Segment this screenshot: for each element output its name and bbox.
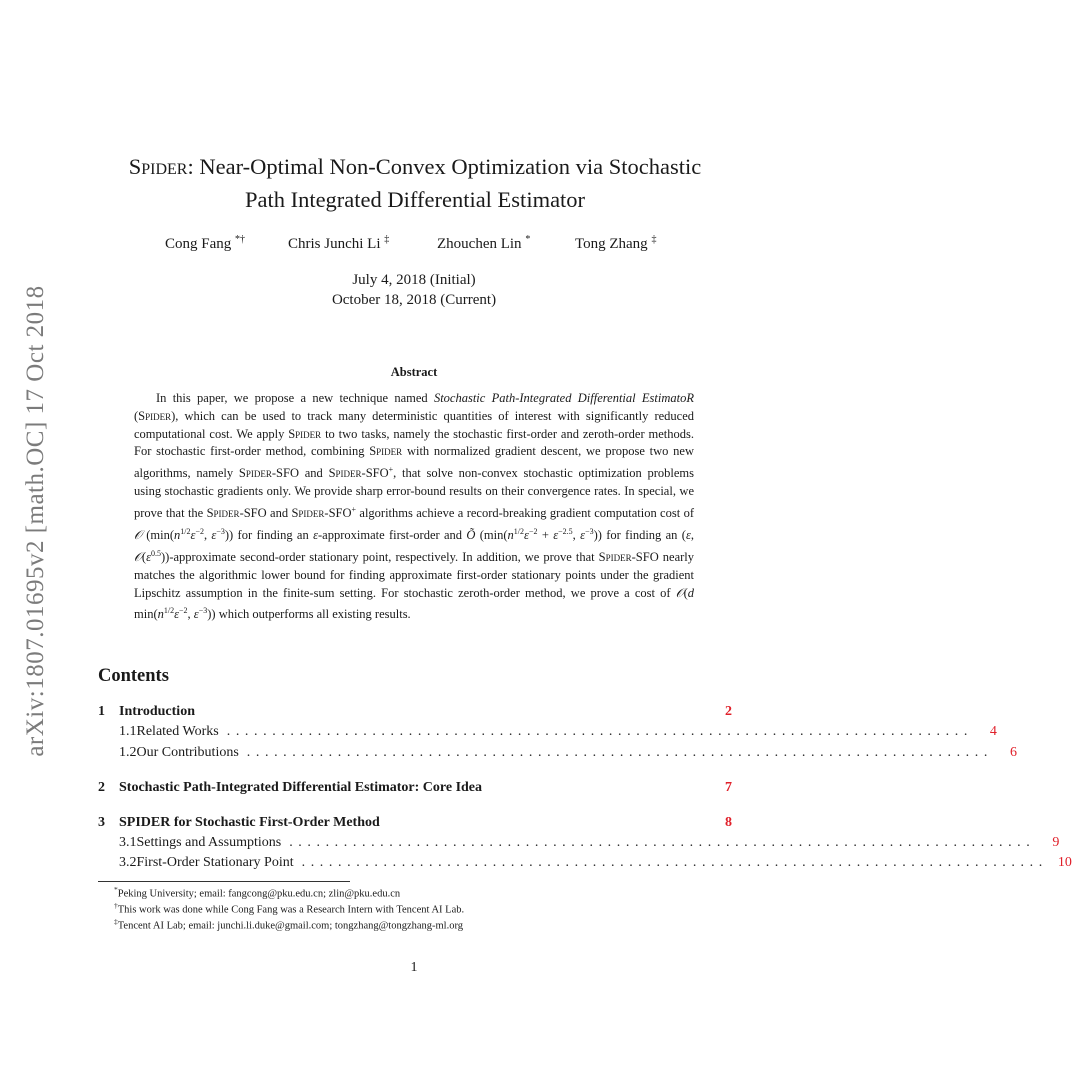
contents-heading: Contents (98, 666, 169, 686)
footnote (114, 885, 400, 900)
toc-entry[interactable] (98, 855, 1072, 875)
footnote-mark: * (114, 885, 118, 894)
toc-number: 1.1 (119, 724, 137, 739)
arxiv-stamp (16, 268, 56, 774)
paper-title-line-2: Path Integrated Differential Estimator (244, 187, 586, 212)
author (165, 234, 245, 253)
footnote-mark: † (114, 901, 118, 910)
page-number: 1 (410, 960, 418, 975)
footnote (114, 901, 464, 916)
author-affiliation-mark: * (525, 234, 531, 245)
footnote-text: This work was done while Cong Fang was a Research Intern with Tencent AI Lab. (117, 904, 465, 916)
footnote (114, 917, 463, 932)
toc-label: First-Order Stationary Point (136, 855, 294, 870)
toc-label: Introduction (119, 704, 195, 719)
toc-number: 1 (98, 704, 105, 719)
toc-page-link[interactable]: 7 (725, 780, 732, 795)
author-name: Cong Fang (165, 236, 232, 252)
toc-entry[interactable] (98, 815, 732, 835)
author-affiliation-mark: ‡ (651, 234, 657, 245)
abstract-body: In this paper, we propose a new technique named Stochastic Path-Integrated Differential EstimatoR (Spider), which can be used to track many deterministic quantities of interest with significantly reduced computational cost. We apply Spider to two tasks, namely the stochastic first-order and zeroth-order methods. For stochastic first-order method, combining Spider with normalized gradient descent, we propose two new algorithms, namely Spider-SFO and Spider-SFO+, that solve non-convex stochastic optimization problems using stochastic gradients only. We provide sharp error-bound results on their convergence rates. In special, we prove that the Spider-SFO and Spider-SFO+ algorithms achieve a record-breaking gradient computation cost of 𝒪 ($\min(n^{1/2}\varepsilon^{-2}$, $\varepsilon^{-3}$)) for finding an ε-approximate first-order and Õ ($\min(n^{1/2}\varepsilon^{-2} + \varepsilon^{-2.5}$, $\varepsilon^{-3}$)) for finding an (ε, $𝒪(\varepsilon^{0.5})$)-approximate second-order stationary point, respectively. In addition, we prove that Spider-SFO nearly matches the algorithmic lower bound for finding approximate first-order stationary points under the gradient Lipschitz assumption in the finite-sum setting. For stochastic zeroth-order method, we prove a cost of 𝒪(d $\min(n^{1/2}\varepsilon^{-2}$, $\varepsilon^{-3}$)) which outperforms all existing results. (134, 391, 695, 622)
toc-number: 3.2 (119, 855, 137, 870)
toc-label: Related Works (136, 724, 219, 739)
author (288, 234, 389, 253)
author (575, 234, 656, 253)
toc-number: 3.1 (119, 835, 137, 850)
toc-label: Settings and Assumptions (136, 835, 282, 850)
toc-leader-dots: .................................................................................. (246, 745, 993, 760)
title-rest: : Near-Optimal Non-Convex Optimization via Stochastic (187, 154, 702, 179)
author-name: Tong Zhang (575, 236, 648, 252)
paper-title-line-1 (90, 151, 740, 183)
toc-leader-dots: .................................................................................. (226, 724, 973, 739)
toc-page-link[interactable]: 4 (989, 724, 997, 739)
abstract-heading: Abstract (390, 365, 438, 379)
toc-number: 1.2 (119, 745, 137, 760)
toc-page-link[interactable]: 8 (725, 815, 732, 830)
toc-page-link[interactable]: 9 (1052, 835, 1060, 850)
footnote-text: Tencent AI Lab; email: junchi.li.duke@gmail.com; tongzhang@tongzhang-ml.org (117, 920, 464, 932)
toc-page-link[interactable]: 10 (1057, 855, 1072, 870)
toc-entry[interactable] (98, 704, 732, 724)
toc-label: Stochastic Path-Integrated Differential Estimator: Core Idea (119, 780, 483, 795)
author-name: Chris Junchi Li (288, 236, 381, 252)
author (437, 234, 530, 253)
title-spider: Spider (128, 154, 188, 179)
footnote-text: Peking University; email: fangcong@pku.edu.cn; zlin@pku.edu.cn (117, 888, 401, 900)
toc-label: SPIDER for Stochastic First-Order Method (119, 815, 380, 830)
toc-leader-dots: .................................................................................. (301, 855, 1048, 870)
toc-label: Our Contributions (136, 745, 239, 760)
toc-number: 2 (98, 780, 105, 795)
author-name: Zhouchen Lin (437, 236, 522, 252)
footnote-mark: ‡ (114, 917, 118, 926)
footnote-divider (98, 881, 350, 882)
toc-entry[interactable] (98, 780, 732, 800)
author-affiliation-mark: ‡ (384, 234, 390, 245)
toc-page-link[interactable]: 2 (725, 704, 732, 719)
author-affiliation-mark: *† (235, 234, 246, 245)
date-current: October 18, 2018 (Current) (331, 292, 497, 308)
arxiv-identifier: arXiv:1807.01695v2 [math.OC] 17 Oct 2018 (22, 285, 49, 757)
toc-entry[interactable] (98, 835, 1060, 855)
date-initial: July 4, 2018 (Initial) (352, 272, 476, 288)
toc-leader-dots: .................................................................................. (289, 835, 1036, 850)
toc-number: 3 (98, 815, 105, 830)
toc-entry[interactable] (98, 724, 997, 744)
toc-page-link[interactable]: 6 (1009, 745, 1017, 760)
toc-entry[interactable] (98, 745, 1017, 765)
